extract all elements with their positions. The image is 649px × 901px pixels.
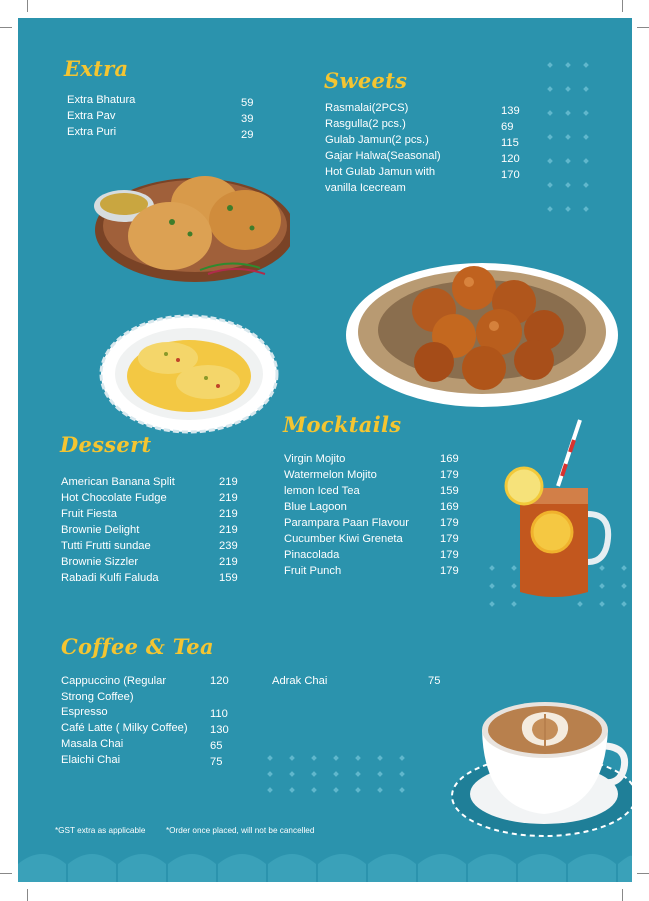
order-note: *Order once placed, will not be cancelled <box>166 826 315 835</box>
menu-item-price: 219 <box>219 476 238 488</box>
menu-item-price: 120 <box>210 675 229 687</box>
menu-item-name: Extra Puri <box>67 126 117 138</box>
menu-item-price: 219 <box>219 556 238 568</box>
menu-item-price: 120 <box>501 153 520 165</box>
menu-page <box>18 18 632 882</box>
menu-item-price: 219 <box>219 524 238 536</box>
menu-item-name: Watermelon Mojito <box>284 469 377 481</box>
menu-item-name: Fruit Punch <box>284 565 342 577</box>
menu-item-price: 169 <box>440 501 459 513</box>
lemon-iced-tea-jar-image <box>496 416 612 606</box>
menu-item-name: Cucumber Kiwi Greneta <box>284 533 403 545</box>
menu-item-price: 29 <box>241 129 254 141</box>
menu-item-name: Blue Lagoon <box>284 501 347 513</box>
menu-item-price: 179 <box>440 533 459 545</box>
menu-item-name: Masala Chai <box>61 738 124 750</box>
menu-item-price: 159 <box>219 572 238 584</box>
menu-item-price: 39 <box>241 113 254 125</box>
menu-item-name: Pinacolada <box>284 549 340 561</box>
gulab-jamun-bowl-image <box>344 240 620 420</box>
menu-item-name: Brownie Delight <box>61 524 140 536</box>
menu-item-price: 139 <box>501 105 520 117</box>
menu-item-name: Gulab Jamun(2 pcs.) <box>325 134 429 146</box>
menu-item-name: Parampara Paan Flavour <box>284 517 409 529</box>
rasmalai-plate-image <box>96 308 282 436</box>
menu-item-price: 179 <box>440 469 459 481</box>
menu-item-name: Cappuccino (Regular Strong Coffee) <box>61 675 167 703</box>
menu-item-price: 130 <box>210 724 229 736</box>
menu-item-price: 179 <box>440 565 459 577</box>
menu-item-name: Adrak Chai <box>272 675 328 687</box>
section-title-dessert: Dessert <box>60 432 152 457</box>
menu-item-price: 179 <box>440 549 459 561</box>
menu-item-name: Extra Bhatura <box>67 94 136 106</box>
dot-pattern-coffee <box>268 756 418 816</box>
menu-item-name: Tutti Frutti sundae <box>61 540 151 552</box>
menu-item-name: Fruit Fiesta <box>61 508 117 520</box>
menu-item-name: Hot Gulab Jamun with vanilla Icecream <box>325 166 436 194</box>
menu-item-name: American Banana Split <box>61 476 175 488</box>
menu-item-price: 75 <box>210 756 223 768</box>
menu-item-price: 179 <box>440 517 459 529</box>
menu-item-name: Brownie Sizzler <box>61 556 139 568</box>
menu-item-price: 239 <box>219 540 238 552</box>
menu-item-name: Rasmalai(2PCS) <box>325 102 409 114</box>
menu-item-name: Café Latte ( Milky Coffee) <box>61 722 188 734</box>
menu-item-name: Rasgulla(2 pcs.) <box>325 118 406 130</box>
menu-item-name: Rabadi Kulfi Faluda <box>61 572 159 584</box>
dot-pattern-top-right <box>548 63 608 233</box>
menu-item-price: 75 <box>428 675 441 687</box>
section-title-extra: Extra <box>64 56 129 81</box>
menu-item-name: Hot Chocolate Fudge <box>61 492 167 504</box>
puri-bhaji-plate-image <box>80 158 290 288</box>
menu-item-name: Espresso <box>61 706 108 718</box>
gst-note: *GST extra as applicable <box>55 826 146 835</box>
latte-art-coffee-cup-image <box>450 690 632 840</box>
menu-item-price: 115 <box>501 137 519 149</box>
menu-item-name: Virgin Mojito <box>284 453 346 465</box>
menu-item-price: 170 <box>501 169 520 181</box>
menu-item-price: 69 <box>501 121 514 133</box>
section-title-sweets: Sweets <box>324 68 408 93</box>
menu-item-price: 59 <box>241 97 254 109</box>
menu-item-price: 219 <box>219 492 238 504</box>
menu-item-price: 169 <box>440 453 459 465</box>
menu-item-price: 219 <box>219 508 238 520</box>
section-title-coffee-tea: Coffee & Tea <box>61 634 214 659</box>
menu-item-name: Extra Pav <box>67 110 116 122</box>
menu-item-price: 159 <box>440 485 459 497</box>
menu-item-price: 110 <box>210 708 228 720</box>
menu-item-name: Elaichi Chai <box>61 754 121 766</box>
dome-skyline-decoration <box>18 842 632 882</box>
section-title-mocktails: Mocktails <box>283 412 402 437</box>
menu-item-name: Gajar Halwa(Seasonal) <box>325 150 441 162</box>
menu-item-price: 65 <box>210 740 223 752</box>
menu-item-name: lemon Iced Tea <box>284 485 360 497</box>
